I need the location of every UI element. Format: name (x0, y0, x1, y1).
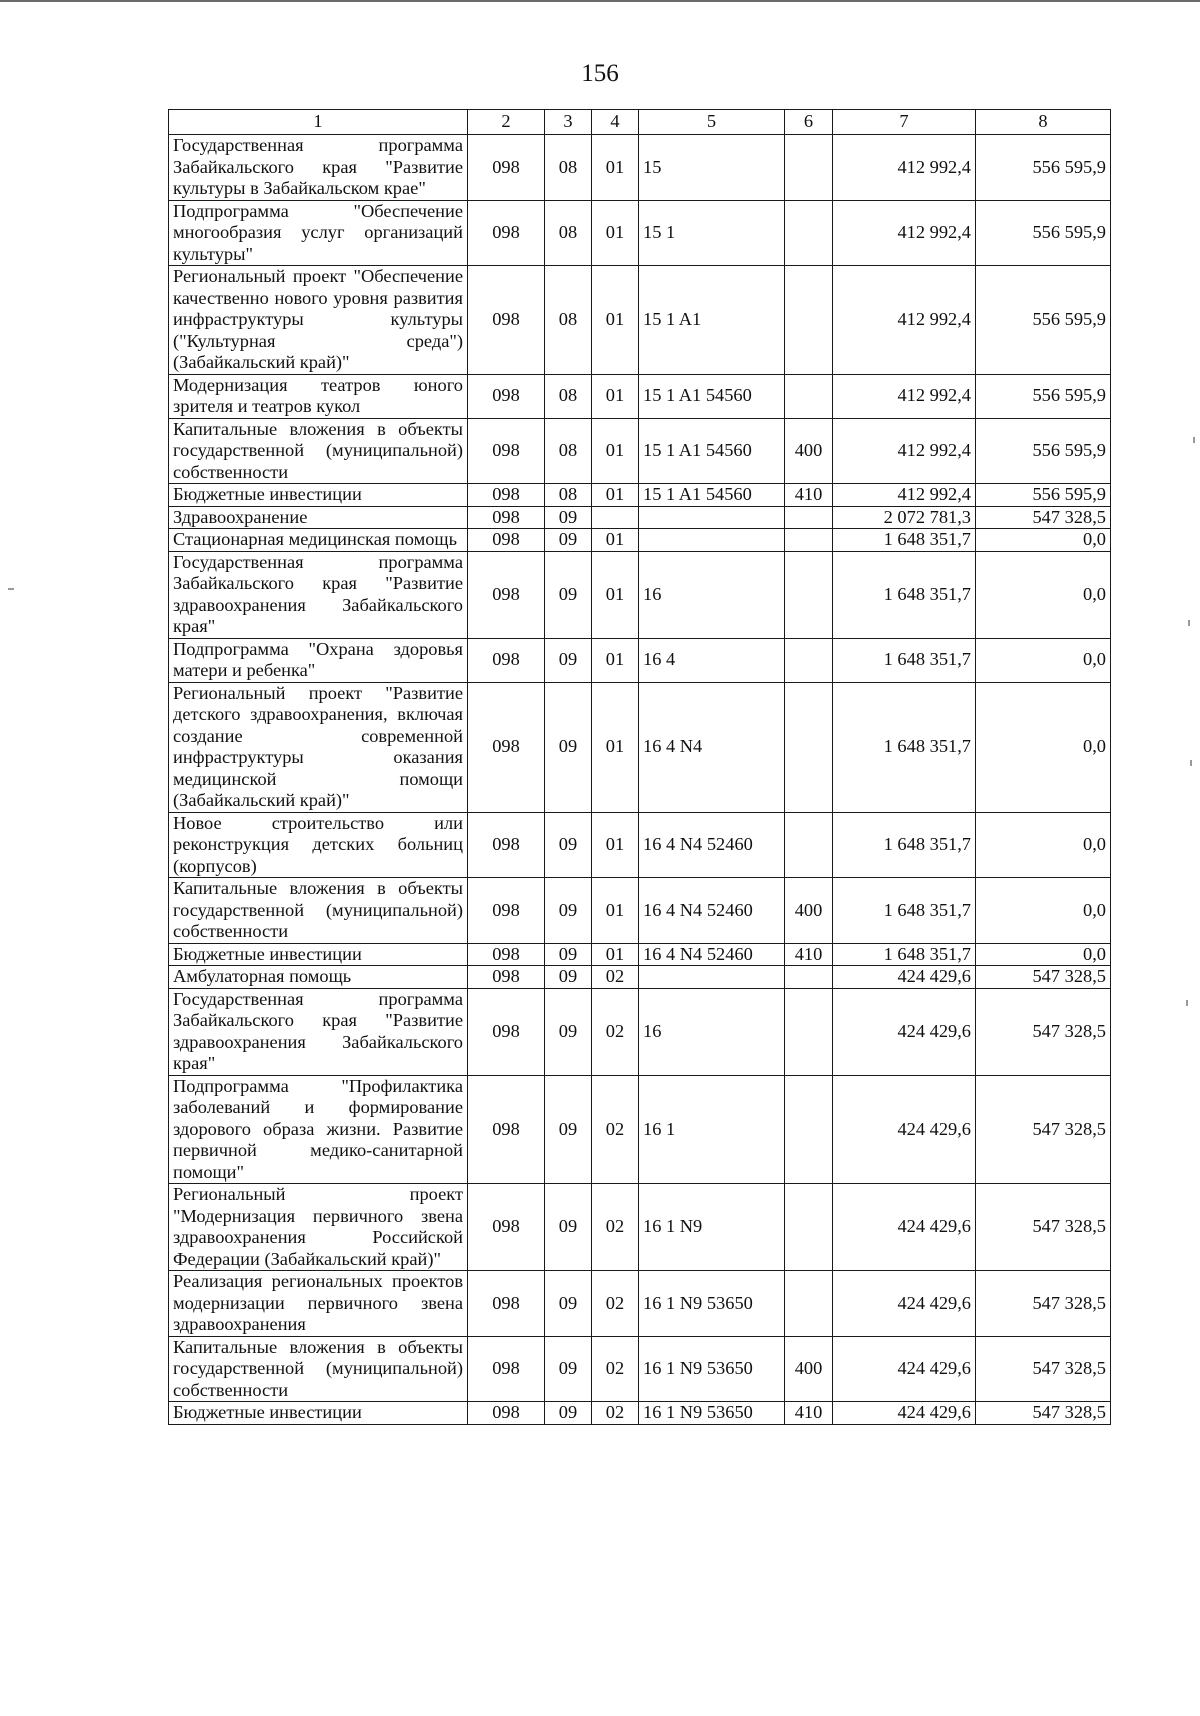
table-row (169, 551, 1111, 638)
subsection-code-cell: 01 (592, 551, 639, 638)
amount-year2-cell: 556 595,9 (976, 266, 1111, 375)
expense-type-cell (785, 374, 833, 418)
row-name-cell: Региональный проект "Модернизация первичного звена здравоохранения Российской Федерации (Забайкальский край)" (169, 1184, 468, 1271)
budget-table (168, 109, 1111, 1425)
subsection-code-cell: 01 (592, 266, 639, 375)
amount-year1-cell: 424 429,6 (833, 1271, 976, 1337)
expense-type-cell: 410 (785, 943, 833, 966)
table-row (169, 1075, 1111, 1184)
row-name-cell: Подпрограмма "Обеспечение многообразия услуг организаций культуры" (169, 200, 468, 266)
section-code-cell: 09 (545, 638, 592, 682)
section-code-cell: 08 (545, 266, 592, 375)
target-article-cell: 16 4 N4 (639, 682, 785, 812)
scan-top-edge (0, 0, 1200, 2)
row-name-cell: Модернизация театров юного зрителя и театров кукол (169, 374, 468, 418)
subsection-code-cell: 01 (592, 812, 639, 878)
scan-speck (8, 588, 14, 590)
subsection-code-cell: 02 (592, 966, 639, 989)
section-code-cell: 09 (545, 966, 592, 989)
amount-year2-cell: 0,0 (976, 812, 1111, 878)
table-row (169, 812, 1111, 878)
section-code-cell: 08 (545, 418, 592, 484)
subsection-code-cell: 01 (592, 484, 639, 507)
table-row (169, 374, 1111, 418)
amount-year1-cell: 2 072 781,3 (833, 506, 976, 529)
ministry-code-cell: 098 (468, 551, 545, 638)
table-row (169, 200, 1111, 266)
header-cell-5: 5 (639, 110, 785, 135)
target-article-cell: 16 (639, 551, 785, 638)
table-row (169, 988, 1111, 1075)
header-cell-4: 4 (592, 110, 639, 135)
scan-speck (1188, 620, 1190, 626)
row-name-cell: Региональный проект "Развитие детского здравоохранения, включая создание современной инфраструктуры оказания медицинской помощи (Забайкальский край)" (169, 682, 468, 812)
ministry-code-cell: 098 (468, 638, 545, 682)
target-article-cell: 15 1 A1 54560 (639, 484, 785, 507)
amount-year2-cell: 0,0 (976, 682, 1111, 812)
row-name-cell: Бюджетные инвестиции (169, 484, 468, 507)
table-row (169, 1336, 1111, 1402)
amount-year1-cell: 412 992,4 (833, 418, 976, 484)
expense-type-cell: 400 (785, 1336, 833, 1402)
row-name-cell: Подпрограмма "Охрана здоровья матери и ребенка" (169, 638, 468, 682)
amount-year1-cell: 1 648 351,7 (833, 551, 976, 638)
section-code-cell: 08 (545, 200, 592, 266)
table-row (169, 418, 1111, 484)
target-article-cell (639, 506, 785, 529)
subsection-code-cell: 01 (592, 682, 639, 812)
amount-year2-cell: 547 328,5 (976, 966, 1111, 989)
row-name-cell: Подпрограмма "Профилактика заболеваний и формирование здорового образа жизни. Развитие первичной медико-санитарной помощи" (169, 1075, 468, 1184)
amount-year1-cell: 424 429,6 (833, 966, 976, 989)
section-code-cell: 09 (545, 1184, 592, 1271)
ministry-code-cell: 098 (468, 988, 545, 1075)
section-code-cell: 09 (545, 878, 592, 944)
scan-speck (1190, 760, 1192, 766)
target-article-cell: 15 1 A1 (639, 266, 785, 375)
section-code-cell: 09 (545, 1402, 592, 1425)
ministry-code-cell: 098 (468, 418, 545, 484)
target-article-cell: 15 1 A1 54560 (639, 418, 785, 484)
amount-year2-cell: 556 595,9 (976, 200, 1111, 266)
row-name-cell: Стационарная медицинская помощь (169, 529, 468, 552)
amount-year2-cell: 547 328,5 (976, 988, 1111, 1075)
subsection-code-cell: 02 (592, 988, 639, 1075)
expense-type-cell (785, 200, 833, 266)
amount-year1-cell: 1 648 351,7 (833, 529, 976, 552)
table-row (169, 1271, 1111, 1337)
expense-type-cell (785, 551, 833, 638)
target-article-cell: 16 1 N9 53650 (639, 1336, 785, 1402)
header-cell-7: 7 (833, 110, 976, 135)
table-row (169, 135, 1111, 201)
target-article-cell: 16 1 N9 53650 (639, 1402, 785, 1425)
subsection-code-cell: 01 (592, 418, 639, 484)
row-name-cell: Новое строительство или реконструкция детских больниц (корпусов) (169, 812, 468, 878)
row-name-cell: Здравоохранение (169, 506, 468, 529)
subsection-code-cell: 01 (592, 529, 639, 552)
expense-type-cell (785, 966, 833, 989)
header-cell-1: 1 (169, 110, 468, 135)
section-code-cell: 09 (545, 506, 592, 529)
expense-type-cell (785, 1271, 833, 1337)
ministry-code-cell: 098 (468, 1336, 545, 1402)
table-row (169, 878, 1111, 944)
amount-year1-cell: 1 648 351,7 (833, 812, 976, 878)
amount-year1-cell: 424 429,6 (833, 988, 976, 1075)
amount-year1-cell: 424 429,6 (833, 1402, 976, 1425)
target-article-cell: 16 4 N4 52460 (639, 943, 785, 966)
amount-year1-cell: 424 429,6 (833, 1336, 976, 1402)
header-cell-2: 2 (468, 110, 545, 135)
target-article-cell: 15 (639, 135, 785, 201)
ministry-code-cell: 098 (468, 682, 545, 812)
subsection-code-cell: 02 (592, 1271, 639, 1337)
table-row (169, 266, 1111, 375)
expense-type-cell (785, 529, 833, 552)
section-code-cell: 09 (545, 812, 592, 878)
amount-year1-cell: 412 992,4 (833, 266, 976, 375)
row-name-cell: Бюджетные инвестиции (169, 1402, 468, 1425)
section-code-cell: 09 (545, 682, 592, 812)
amount-year1-cell: 1 648 351,7 (833, 682, 976, 812)
target-article-cell: 16 4 N4 52460 (639, 878, 785, 944)
amount-year2-cell: 547 328,5 (976, 1271, 1111, 1337)
amount-year1-cell: 412 992,4 (833, 484, 976, 507)
amount-year2-cell: 547 328,5 (976, 506, 1111, 529)
expense-type-cell: 400 (785, 878, 833, 944)
amount-year2-cell: 547 328,5 (976, 1402, 1111, 1425)
row-name-cell: Реализация региональных проектов модернизации первичного звена здравоохранения (169, 1271, 468, 1337)
amount-year1-cell: 424 429,6 (833, 1075, 976, 1184)
target-article-cell (639, 966, 785, 989)
amount-year2-cell: 556 595,9 (976, 418, 1111, 484)
expense-type-cell (785, 988, 833, 1075)
table-row (169, 638, 1111, 682)
header-cell-8: 8 (976, 110, 1111, 135)
row-name-cell: Государственная программа Забайкальского края "Развитие культуры в Забайкальском крае" (169, 135, 468, 201)
amount-year2-cell: 0,0 (976, 551, 1111, 638)
section-code-cell: 09 (545, 988, 592, 1075)
amount-year1-cell: 1 648 351,7 (833, 878, 976, 944)
table-body (169, 135, 1111, 1425)
table-row (169, 484, 1111, 507)
table-row (169, 529, 1111, 552)
ministry-code-cell: 098 (468, 943, 545, 966)
row-name-cell: Государственная программа Забайкальского края "Развитие здравоохранения Забайкальского края" (169, 988, 468, 1075)
scan-speck (1186, 1000, 1188, 1006)
subsection-code-cell: 01 (592, 135, 639, 201)
section-code-cell: 09 (545, 551, 592, 638)
amount-year2-cell: 0,0 (976, 529, 1111, 552)
row-name-cell: Амбулаторная помощь (169, 966, 468, 989)
header-cell-6: 6 (785, 110, 833, 135)
subsection-code-cell: 01 (592, 374, 639, 418)
ministry-code-cell: 098 (468, 1184, 545, 1271)
ministry-code-cell: 098 (468, 1271, 545, 1337)
target-article-cell: 15 1 A1 54560 (639, 374, 785, 418)
ministry-code-cell: 098 (468, 266, 545, 375)
target-article-cell (639, 529, 785, 552)
table-row (169, 682, 1111, 812)
table-row (169, 966, 1111, 989)
target-article-cell: 16 (639, 988, 785, 1075)
subsection-code-cell: 02 (592, 1184, 639, 1271)
subsection-code-cell: 01 (592, 638, 639, 682)
amount-year2-cell: 556 595,9 (976, 484, 1111, 507)
amount-year2-cell: 0,0 (976, 638, 1111, 682)
subsection-code-cell: 02 (592, 1336, 639, 1402)
table-row (169, 506, 1111, 529)
expense-type-cell (785, 1075, 833, 1184)
section-code-cell: 08 (545, 135, 592, 201)
section-code-cell: 08 (545, 484, 592, 507)
ministry-code-cell: 098 (468, 812, 545, 878)
header-cell-3: 3 (545, 110, 592, 135)
row-name-cell: Капитальные вложения в объекты государственной (муниципальной) собственности (169, 878, 468, 944)
ministry-code-cell: 098 (468, 966, 545, 989)
ministry-code-cell: 098 (468, 374, 545, 418)
amount-year2-cell: 547 328,5 (976, 1336, 1111, 1402)
amount-year1-cell: 412 992,4 (833, 374, 976, 418)
amount-year2-cell: 556 595,9 (976, 135, 1111, 201)
subsection-code-cell: 01 (592, 200, 639, 266)
target-article-cell: 16 1 (639, 1075, 785, 1184)
row-name-cell: Региональный проект "Обеспечение качественно нового уровня развития инфраструктуры культуры ("Культурная среда") (Забайкальский край)" (169, 266, 468, 375)
subsection-code-cell: 02 (592, 1075, 639, 1184)
ministry-code-cell: 098 (468, 135, 545, 201)
section-code-cell: 09 (545, 529, 592, 552)
amount-year1-cell: 412 992,4 (833, 135, 976, 201)
subsection-code-cell: 01 (592, 878, 639, 944)
amount-year2-cell: 0,0 (976, 878, 1111, 944)
amount-year2-cell: 0,0 (976, 943, 1111, 966)
subsection-code-cell: 02 (592, 1402, 639, 1425)
expense-type-cell: 410 (785, 484, 833, 507)
amount-year1-cell: 1 648 351,7 (833, 638, 976, 682)
table-row (169, 1184, 1111, 1271)
row-name-cell: Капитальные вложения в объекты государственной (муниципальной) собственности (169, 1336, 468, 1402)
expense-type-cell (785, 638, 833, 682)
amount-year1-cell: 1 648 351,7 (833, 943, 976, 966)
subsection-code-cell (592, 506, 639, 529)
expense-type-cell (785, 266, 833, 375)
target-article-cell: 16 1 N9 (639, 1184, 785, 1271)
ministry-code-cell: 098 (468, 484, 545, 507)
expense-type-cell (785, 682, 833, 812)
row-name-cell: Капитальные вложения в объекты государственной (муниципальной) собственности (169, 418, 468, 484)
ministry-code-cell: 098 (468, 506, 545, 529)
amount-year2-cell: 547 328,5 (976, 1184, 1111, 1271)
row-name-cell: Государственная программа Забайкальского края "Развитие здравоохранения Забайкальского края" (169, 551, 468, 638)
ministry-code-cell: 098 (468, 200, 545, 266)
amount-year1-cell: 412 992,4 (833, 200, 976, 266)
table-row (169, 1402, 1111, 1425)
amount-year2-cell: 547 328,5 (976, 1075, 1111, 1184)
section-code-cell: 09 (545, 1075, 592, 1184)
expense-type-cell: 400 (785, 418, 833, 484)
ministry-code-cell: 098 (468, 1075, 545, 1184)
expense-type-cell: 410 (785, 1402, 833, 1425)
target-article-cell: 16 4 (639, 638, 785, 682)
expense-type-cell (785, 506, 833, 529)
section-code-cell: 09 (545, 1271, 592, 1337)
ministry-code-cell: 098 (468, 878, 545, 944)
page-number: 156 (581, 60, 619, 87)
section-code-cell: 08 (545, 374, 592, 418)
table-row (169, 943, 1111, 966)
ministry-code-cell: 098 (468, 1402, 545, 1425)
header-row (169, 110, 1111, 135)
scan-speck (1193, 437, 1195, 443)
ministry-code-cell: 098 (468, 529, 545, 552)
row-name-cell: Бюджетные инвестиции (169, 943, 468, 966)
target-article-cell: 15 1 (639, 200, 785, 266)
amount-year1-cell: 424 429,6 (833, 1184, 976, 1271)
expense-type-cell (785, 135, 833, 201)
amount-year2-cell: 556 595,9 (976, 374, 1111, 418)
expense-type-cell (785, 812, 833, 878)
target-article-cell: 16 4 N4 52460 (639, 812, 785, 878)
target-article-cell: 16 1 N9 53650 (639, 1271, 785, 1337)
expense-type-cell (785, 1184, 833, 1271)
section-code-cell: 09 (545, 943, 592, 966)
section-code-cell: 09 (545, 1336, 592, 1402)
subsection-code-cell: 01 (592, 943, 639, 966)
